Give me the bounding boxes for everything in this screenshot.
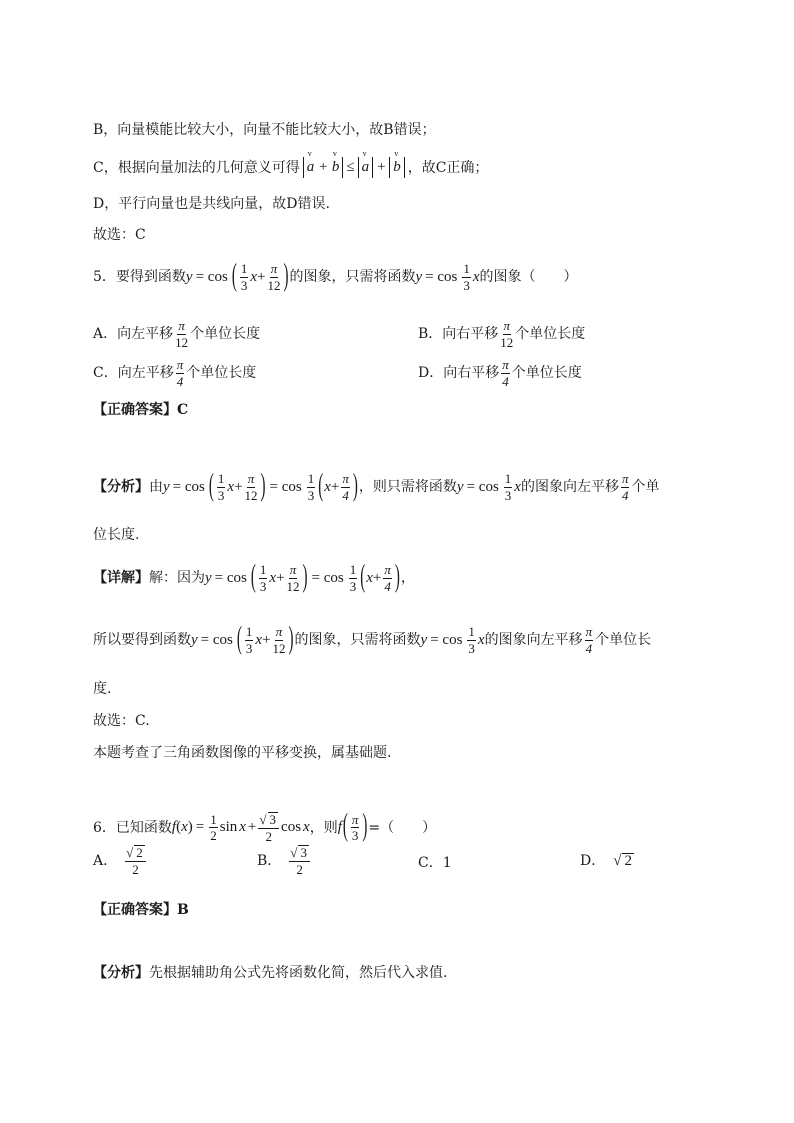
q5-mid-text: 的图象，只需将函数 xyxy=(289,269,416,286)
q5-end-text: 的图象（ ） xyxy=(479,269,578,286)
q6-mid-text: ，则 xyxy=(309,819,338,836)
q6-option-b-label: B． xyxy=(257,852,282,869)
q5-so-line-2 xyxy=(93,682,111,696)
q5-option-b: B．向右平移 π 12 个单位长度 xyxy=(418,318,586,350)
q6-end-text: =（ ） xyxy=(368,819,437,836)
q5-analysis-mid: ，则只需将函数 xyxy=(358,479,457,496)
q5-option-b-label: B．向右平移 xyxy=(418,326,499,343)
q5-option-c: C．向左平移 π 4 个单位长度 xyxy=(93,357,257,389)
q5-answer xyxy=(93,403,188,417)
q5-so-line: 所以要得到函数 y = cos ( 1 3 x + $\frac{\pi}{12}$ ) 的图象，只需将函数 y = cos 1 3 x 的图象向左平移 π 4 个单位长 xyxy=(93,622,652,656)
q6-analysis-text: 先根据辅助角公式先将函数化简，然后代入求值. xyxy=(149,965,448,981)
choose-text: 故选：C xyxy=(93,227,146,243)
q5-formula-2: y xyxy=(415,268,423,285)
q6-option-d: D． √ 2 xyxy=(580,853,632,869)
q5-analysis-tail: 个单 xyxy=(631,479,660,496)
q5-option-d-label: D．向右平移 xyxy=(418,365,500,382)
q5-number: 5．要得到函数 xyxy=(93,269,186,286)
c-line-suffix: ，故C正确； xyxy=(407,159,489,176)
choose-line-1 xyxy=(93,228,146,242)
q6-option-a: A． √ 2 2 xyxy=(93,845,148,876)
q6-option-d-label: D． xyxy=(580,853,606,869)
option-b-explanation xyxy=(93,123,436,137)
q5-so-mid: 的图象，只需将函数 xyxy=(294,632,421,649)
vector-inequality: v a + v b ≤v a +v b xyxy=(300,157,408,178)
q6-option-a-label: A． xyxy=(93,852,118,869)
question-5-stem: 5．要得到函数 y = cos ( 1 3 x + $\frac{\pi}{12}$ ) 的图象，只需将函数 y = cos 1 3 x 的图象（ ） xyxy=(93,259,578,293)
q6-option-c-label: C．1 xyxy=(418,855,452,871)
q5-option-d: D．向右平移 π 4 个单位长度 xyxy=(418,357,582,389)
q6-analysis xyxy=(93,966,447,980)
q5-option-a: A．向左平移 π 12 个单位长度 xyxy=(93,318,261,350)
q5-so-post: 的图象向左平移 xyxy=(484,632,583,649)
q6-option-b: B． √ 3 2 xyxy=(257,845,312,876)
q6-function: f xyxy=(171,819,177,836)
question-6-stem: 6．已知函数 f ( x ) = $\frac{1}{2}$ sin x + $\frac{√ 3}{2}$ cos x ，则 f ( π 3 ) =（ ） xyxy=(93,809,437,844)
q5-note xyxy=(93,746,391,760)
q6-number: 6．已知函数 xyxy=(93,819,172,836)
q5-analysis-line2-text: 位长度. xyxy=(93,527,140,543)
q5-analysis-tag: 【分析】 xyxy=(93,479,149,496)
q5-option-b-unit: 个单位长度 xyxy=(515,326,586,343)
option-c-explanation xyxy=(93,157,488,178)
q5-analysis-line-2 xyxy=(93,528,139,542)
q5-so-prefix: 所以要得到函数 xyxy=(93,632,191,649)
q5-option-c-label: C．向左平移 xyxy=(93,365,174,382)
q5-choose xyxy=(93,714,150,728)
q5-formula-1: y xyxy=(185,268,193,285)
q6-option-c xyxy=(418,856,452,870)
q5-detail-prefix: 解：因为 xyxy=(149,570,205,587)
q5-answer-text: 【正确答案】C xyxy=(93,402,189,418)
q5-so-line2-text: 度. xyxy=(93,681,112,697)
q6-analysis-tag: 【分析】 xyxy=(93,965,149,981)
option-d-explanation xyxy=(93,197,330,211)
q5-option-d-unit: 个单位长度 xyxy=(511,365,582,382)
q5-detail-tag: 【详解】 xyxy=(93,570,149,587)
q5-option-a-unit: 个单位长度 xyxy=(190,326,261,343)
d-line-text: D，平行向量也是共线向量，故D错误. xyxy=(93,196,330,212)
q5-option-c-unit: 个单位长度 xyxy=(186,365,257,382)
q5-note-text: 本题考查了三角函数图像的平移变换，属基础题. xyxy=(93,745,392,761)
b-line-text: B，向量模能比较大小，向量不能比较大小，故B错误； xyxy=(93,122,436,138)
c-line-prefix: C，根据向量加法的几何意义可得 xyxy=(93,159,300,176)
q5-option-a-label: A．向左平移 xyxy=(93,326,174,343)
q5-analysis-prefix: 由 xyxy=(149,479,163,496)
q5-detail: 【详解】 解：因为 y = cos ( 1 3 x + $\frac{\pi}{12}$ ) = cos 1 3 ( x + $\frac{\pi}{4}$ ) ， xyxy=(93,560,415,594)
q5-so-tail: 个单位长 xyxy=(595,632,652,649)
q5-choose-text: 故选：C. xyxy=(93,713,150,729)
q5-analysis-post: 的图象向左平移 xyxy=(520,479,619,496)
q6-answer xyxy=(93,903,189,917)
q6-answer-text: 【正确答案】B xyxy=(93,902,189,918)
q5-detail-suffix: ， xyxy=(400,570,415,587)
q5-analysis: 【分析】 由 y = cos ( 1 3 x + $\frac{\pi}{12}$ ) = cos 1 3 ( x + $\frac{\pi}{4}$ ) ，则只需将函数 y = cos 1 3 x 的图象向左平移 π 4 个单 xyxy=(93,469,660,503)
